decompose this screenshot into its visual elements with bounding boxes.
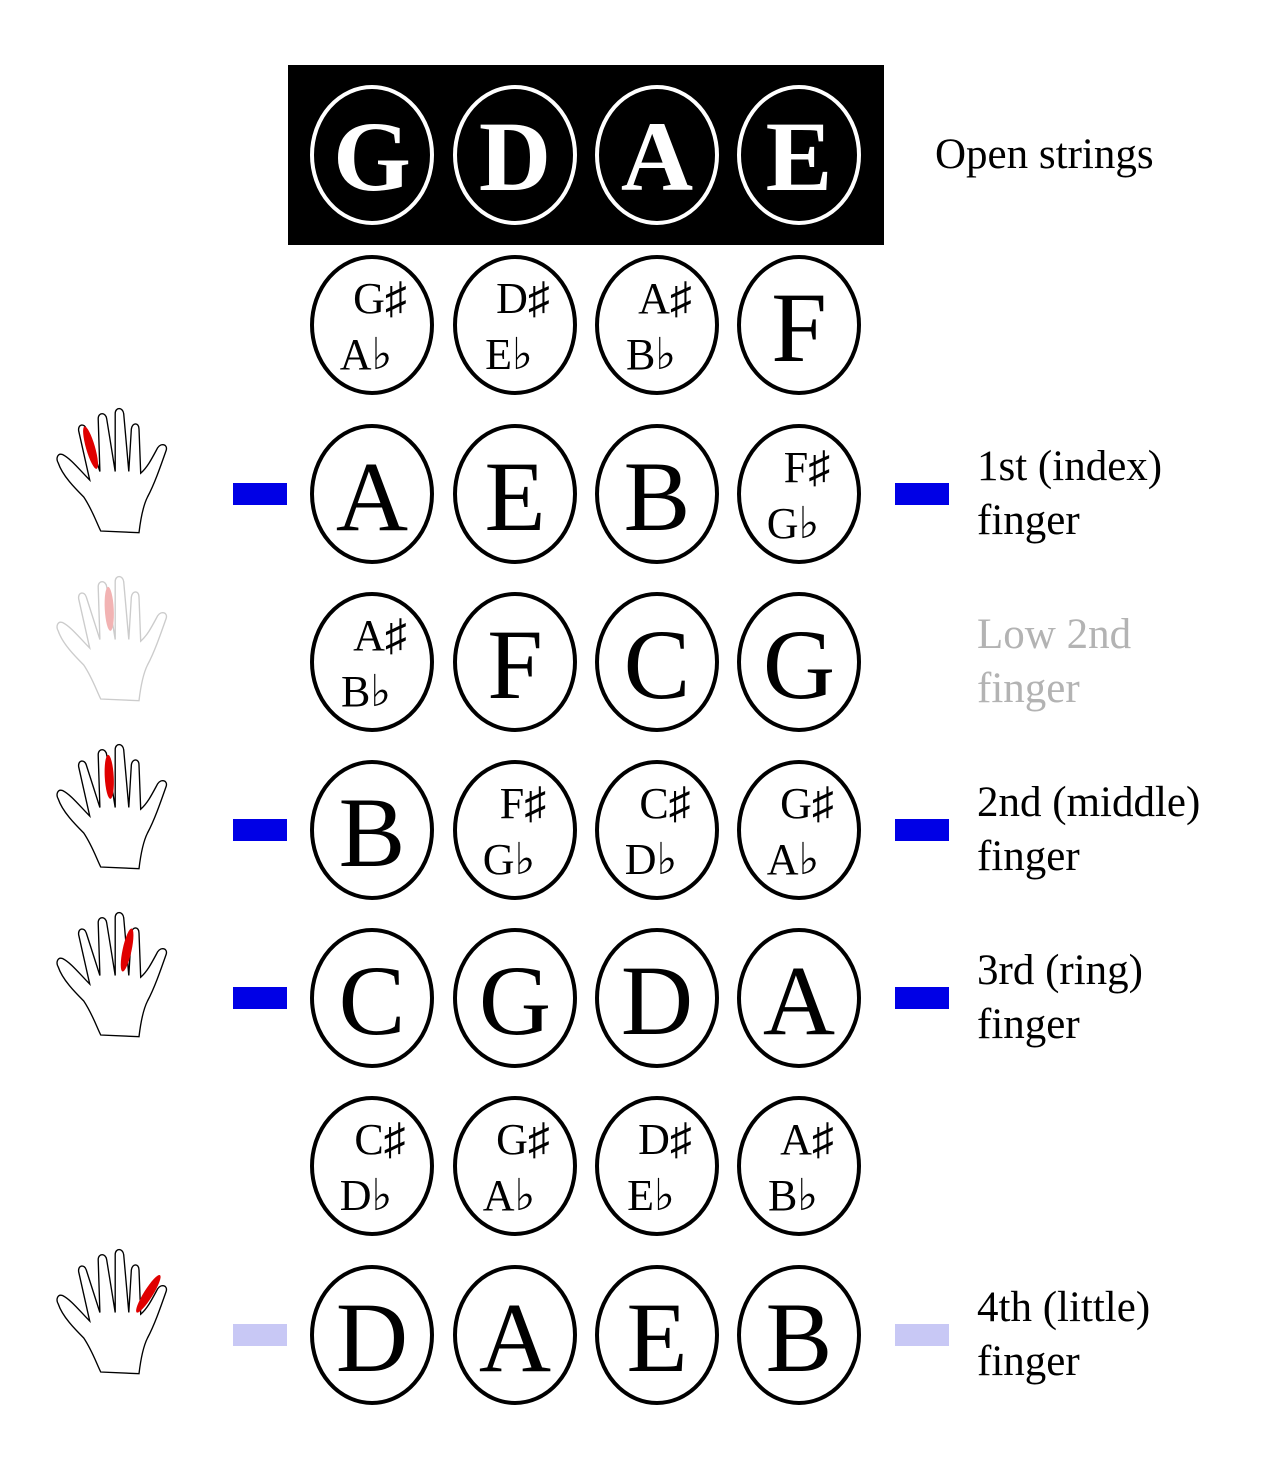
fingering-row — [57, 409, 1162, 562]
note-name: B — [623, 441, 691, 552]
note-circle — [597, 762, 717, 898]
finger-label-line: finger — [977, 833, 1080, 880]
open-string-note: A — [620, 101, 694, 212]
note-flat-name: B♭ — [340, 667, 392, 716]
note-circle — [455, 930, 575, 1066]
left-marker — [233, 483, 287, 505]
note-sharp-name: D♯ — [638, 1115, 692, 1164]
note-sharp-name: D♯ — [496, 274, 550, 323]
note-flat-name: A♭ — [339, 330, 393, 379]
note-flat-name: A♭ — [482, 1171, 536, 1220]
fingering-row — [57, 577, 1131, 730]
note-name: F — [771, 272, 827, 383]
fingering-row — [312, 1098, 859, 1234]
note-circle — [455, 594, 575, 730]
note-name: G — [478, 945, 552, 1056]
note-circle — [312, 594, 432, 730]
note-circle — [597, 594, 717, 730]
note-name: C — [623, 609, 691, 720]
fingering-row — [57, 1250, 1150, 1403]
note-circle — [597, 257, 717, 393]
note-name: C — [338, 945, 406, 1056]
right-marker — [895, 819, 949, 841]
note-sharp-name: G♯ — [353, 274, 407, 323]
note-sharp-name: F♯ — [783, 443, 831, 492]
note-name: E — [484, 441, 546, 552]
left-marker — [233, 819, 287, 841]
open-string-note: G — [333, 101, 411, 212]
note-sharp-name: C♯ — [354, 1115, 406, 1164]
finger-label-line: finger — [977, 497, 1080, 544]
note-circle — [739, 1098, 859, 1234]
right-marker — [895, 483, 949, 505]
note-circle — [312, 426, 432, 562]
note-name: F — [487, 609, 543, 720]
fingering-row — [312, 257, 859, 393]
note-circle — [739, 426, 859, 562]
index-finger-hand-icon — [57, 409, 166, 533]
note-flat-name: B♭ — [767, 1171, 819, 1220]
note-circle — [597, 930, 717, 1066]
note-circle — [312, 257, 432, 393]
left-marker — [233, 987, 287, 1009]
finger-label-line: 3rd (ring) — [977, 947, 1143, 994]
note-flat-name: A♭ — [766, 835, 820, 884]
note-name: A — [335, 441, 409, 552]
fingering-row — [57, 745, 1200, 898]
finger-label-line: 4th (little) — [977, 1284, 1151, 1331]
note-name: A — [478, 1282, 552, 1393]
note-name: B — [338, 777, 406, 888]
note-circle — [597, 1098, 717, 1234]
note-name: D — [620, 945, 694, 1056]
note-sharp-name: A♯ — [353, 611, 407, 660]
note-circle — [739, 594, 859, 730]
finger-label-line: Low 2nd — [977, 611, 1132, 658]
note-circle — [739, 762, 859, 898]
middle-finger-hand-icon — [57, 577, 166, 701]
note-circle — [455, 1267, 575, 1403]
note-circle — [455, 426, 575, 562]
finger-label-line: 2nd (middle) — [977, 779, 1201, 826]
note-flat-name: G♭ — [482, 835, 536, 884]
note-sharp-name: A♯ — [780, 1115, 834, 1164]
note-circle — [312, 930, 432, 1066]
note-circle — [455, 257, 575, 393]
note-flat-name: E♭ — [485, 330, 533, 379]
note-circle — [455, 762, 575, 898]
note-sharp-name: G♯ — [780, 779, 834, 828]
note-flat-name: D♭ — [624, 835, 678, 884]
left-marker — [233, 1324, 287, 1346]
note-sharp-name: A♯ — [638, 274, 692, 323]
ring-finger-hand-icon — [57, 913, 166, 1037]
open-string-note: D — [478, 101, 552, 212]
note-name: B — [765, 1282, 833, 1393]
note-name: G — [762, 609, 836, 720]
note-name: D — [335, 1282, 409, 1393]
note-flat-name: D♭ — [339, 1171, 393, 1220]
note-flat-name: E♭ — [627, 1171, 675, 1220]
right-marker — [895, 1324, 949, 1346]
open-strings-label: Open strings — [935, 131, 1154, 178]
middle-finger-hand-icon — [57, 745, 166, 869]
note-circle — [597, 1267, 717, 1403]
note-sharp-name: G♯ — [496, 1115, 550, 1164]
note-circle — [739, 257, 859, 393]
note-circle — [455, 1098, 575, 1234]
note-circle — [312, 762, 432, 898]
note-circle — [312, 1098, 432, 1234]
finger-label-line: finger — [977, 1001, 1080, 1048]
little-finger-hand-icon — [57, 1250, 166, 1374]
finger-label-line: finger — [977, 665, 1080, 712]
note-name: E — [626, 1282, 688, 1393]
note-flat-name: G♭ — [766, 499, 820, 548]
finger-label-line: finger — [977, 1338, 1080, 1385]
right-marker — [895, 987, 949, 1009]
fingering-row — [57, 913, 1143, 1066]
note-name: A — [762, 945, 836, 1056]
note-sharp-name: F♯ — [499, 779, 547, 828]
note-flat-name: B♭ — [625, 330, 677, 379]
note-circle — [312, 1267, 432, 1403]
open-string-note: E — [765, 101, 833, 212]
note-circle — [597, 426, 717, 562]
note-circle — [739, 1267, 859, 1403]
note-sharp-name: C♯ — [639, 779, 691, 828]
finger-label-line: 1st (index) — [977, 443, 1163, 490]
fingering-rows — [57, 257, 1200, 1403]
note-circle — [739, 930, 859, 1066]
